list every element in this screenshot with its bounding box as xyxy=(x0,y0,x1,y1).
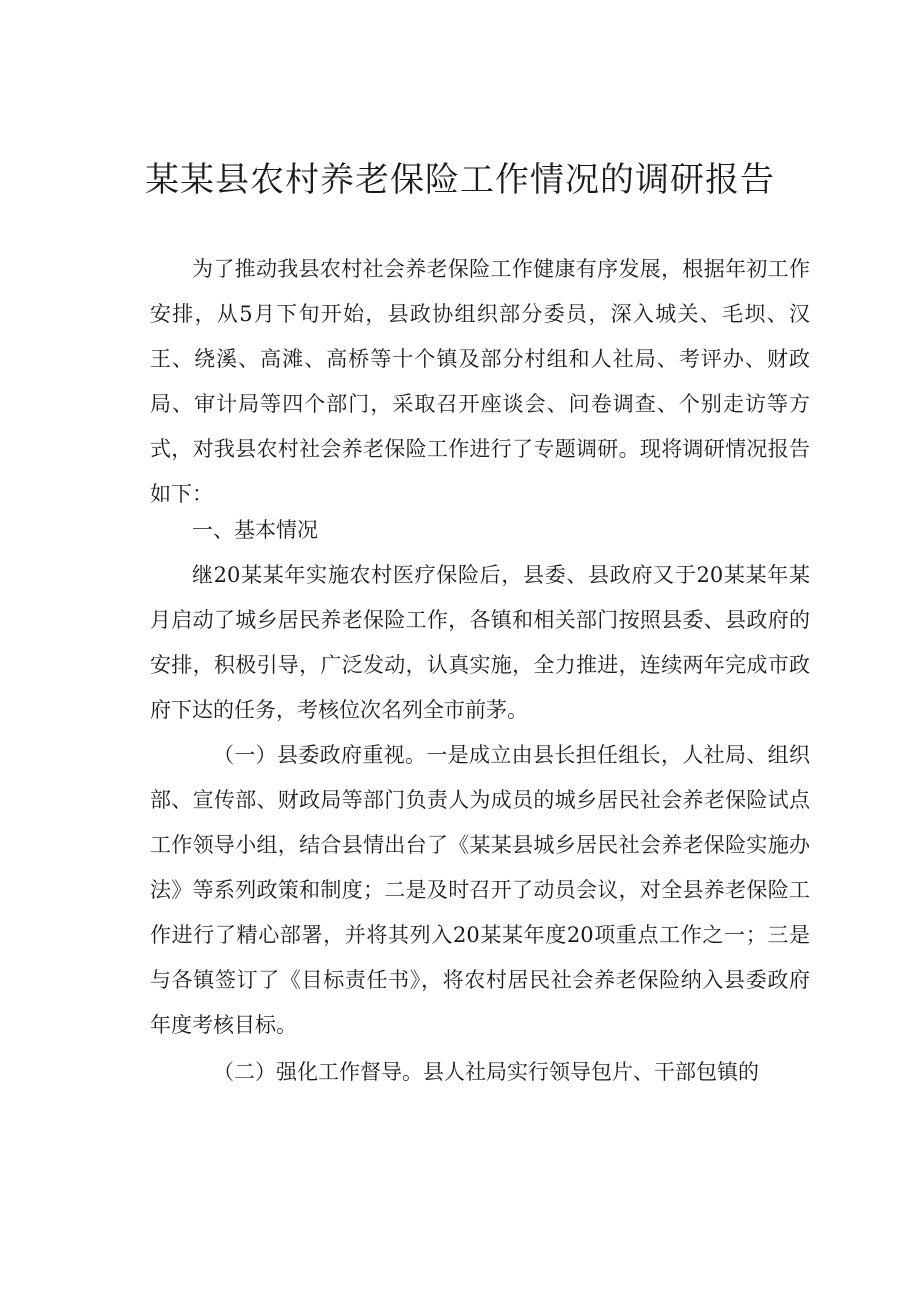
section-heading-basic-situation: 一、基本情况 xyxy=(192,518,318,542)
subsection-1-paragraph: （一）县委政府重视。一是成立由县长担任组长，人社局、组织部、宣传部、财政局等部门负责人为成员的城乡居民社会养老保险试点工作领导小组，结合县情出台了《某某县城乡居民社会养老保险实施办法》等系列政策和制度；二是及时召开了动员会议，对全县养老保险工作进行了精心部署，并将其列入20某某年度20项重点工作之一；三是与各镇签订了《目标责任书》，将农村居民社会养老保险纳入县委政府年度考核目标。 xyxy=(150,743,810,1037)
basic-situation-paragraph: 继20某某年实施农村医疗保险后，县委、县政府又于20某某年某月启动了城乡居民养老保险工作，各镇和相关部门按照县委、县政府的安排，积极引导，广泛发动，认真实施，全力推进，连续两年完成市政府下达的任务，考核位次名列全市前茅。 xyxy=(150,563,810,722)
document-title: 某某县农村养老保险工作情况的调研报告 xyxy=(145,160,775,200)
intro-paragraph: 为了推动我县农村社会养老保险工作健康有序发展，根据年初工作安排，从5月下旬开始，县政协组织部分委员，深入城关、毛坝、汉王、绕溪、高滩、高桥等十个镇及部分村组和人社局、考评办、财政局、审计局等四个部门，采取召开座谈会、问卷调查、个别走访等方式，对我县农村社会养老保险工作进行了专题调研。现将调研情况报告如下： xyxy=(150,257,810,506)
subsection-2-paragraph: （二）强化工作督导。县人社局实行领导包片、干部包镇的 xyxy=(213,1060,759,1084)
